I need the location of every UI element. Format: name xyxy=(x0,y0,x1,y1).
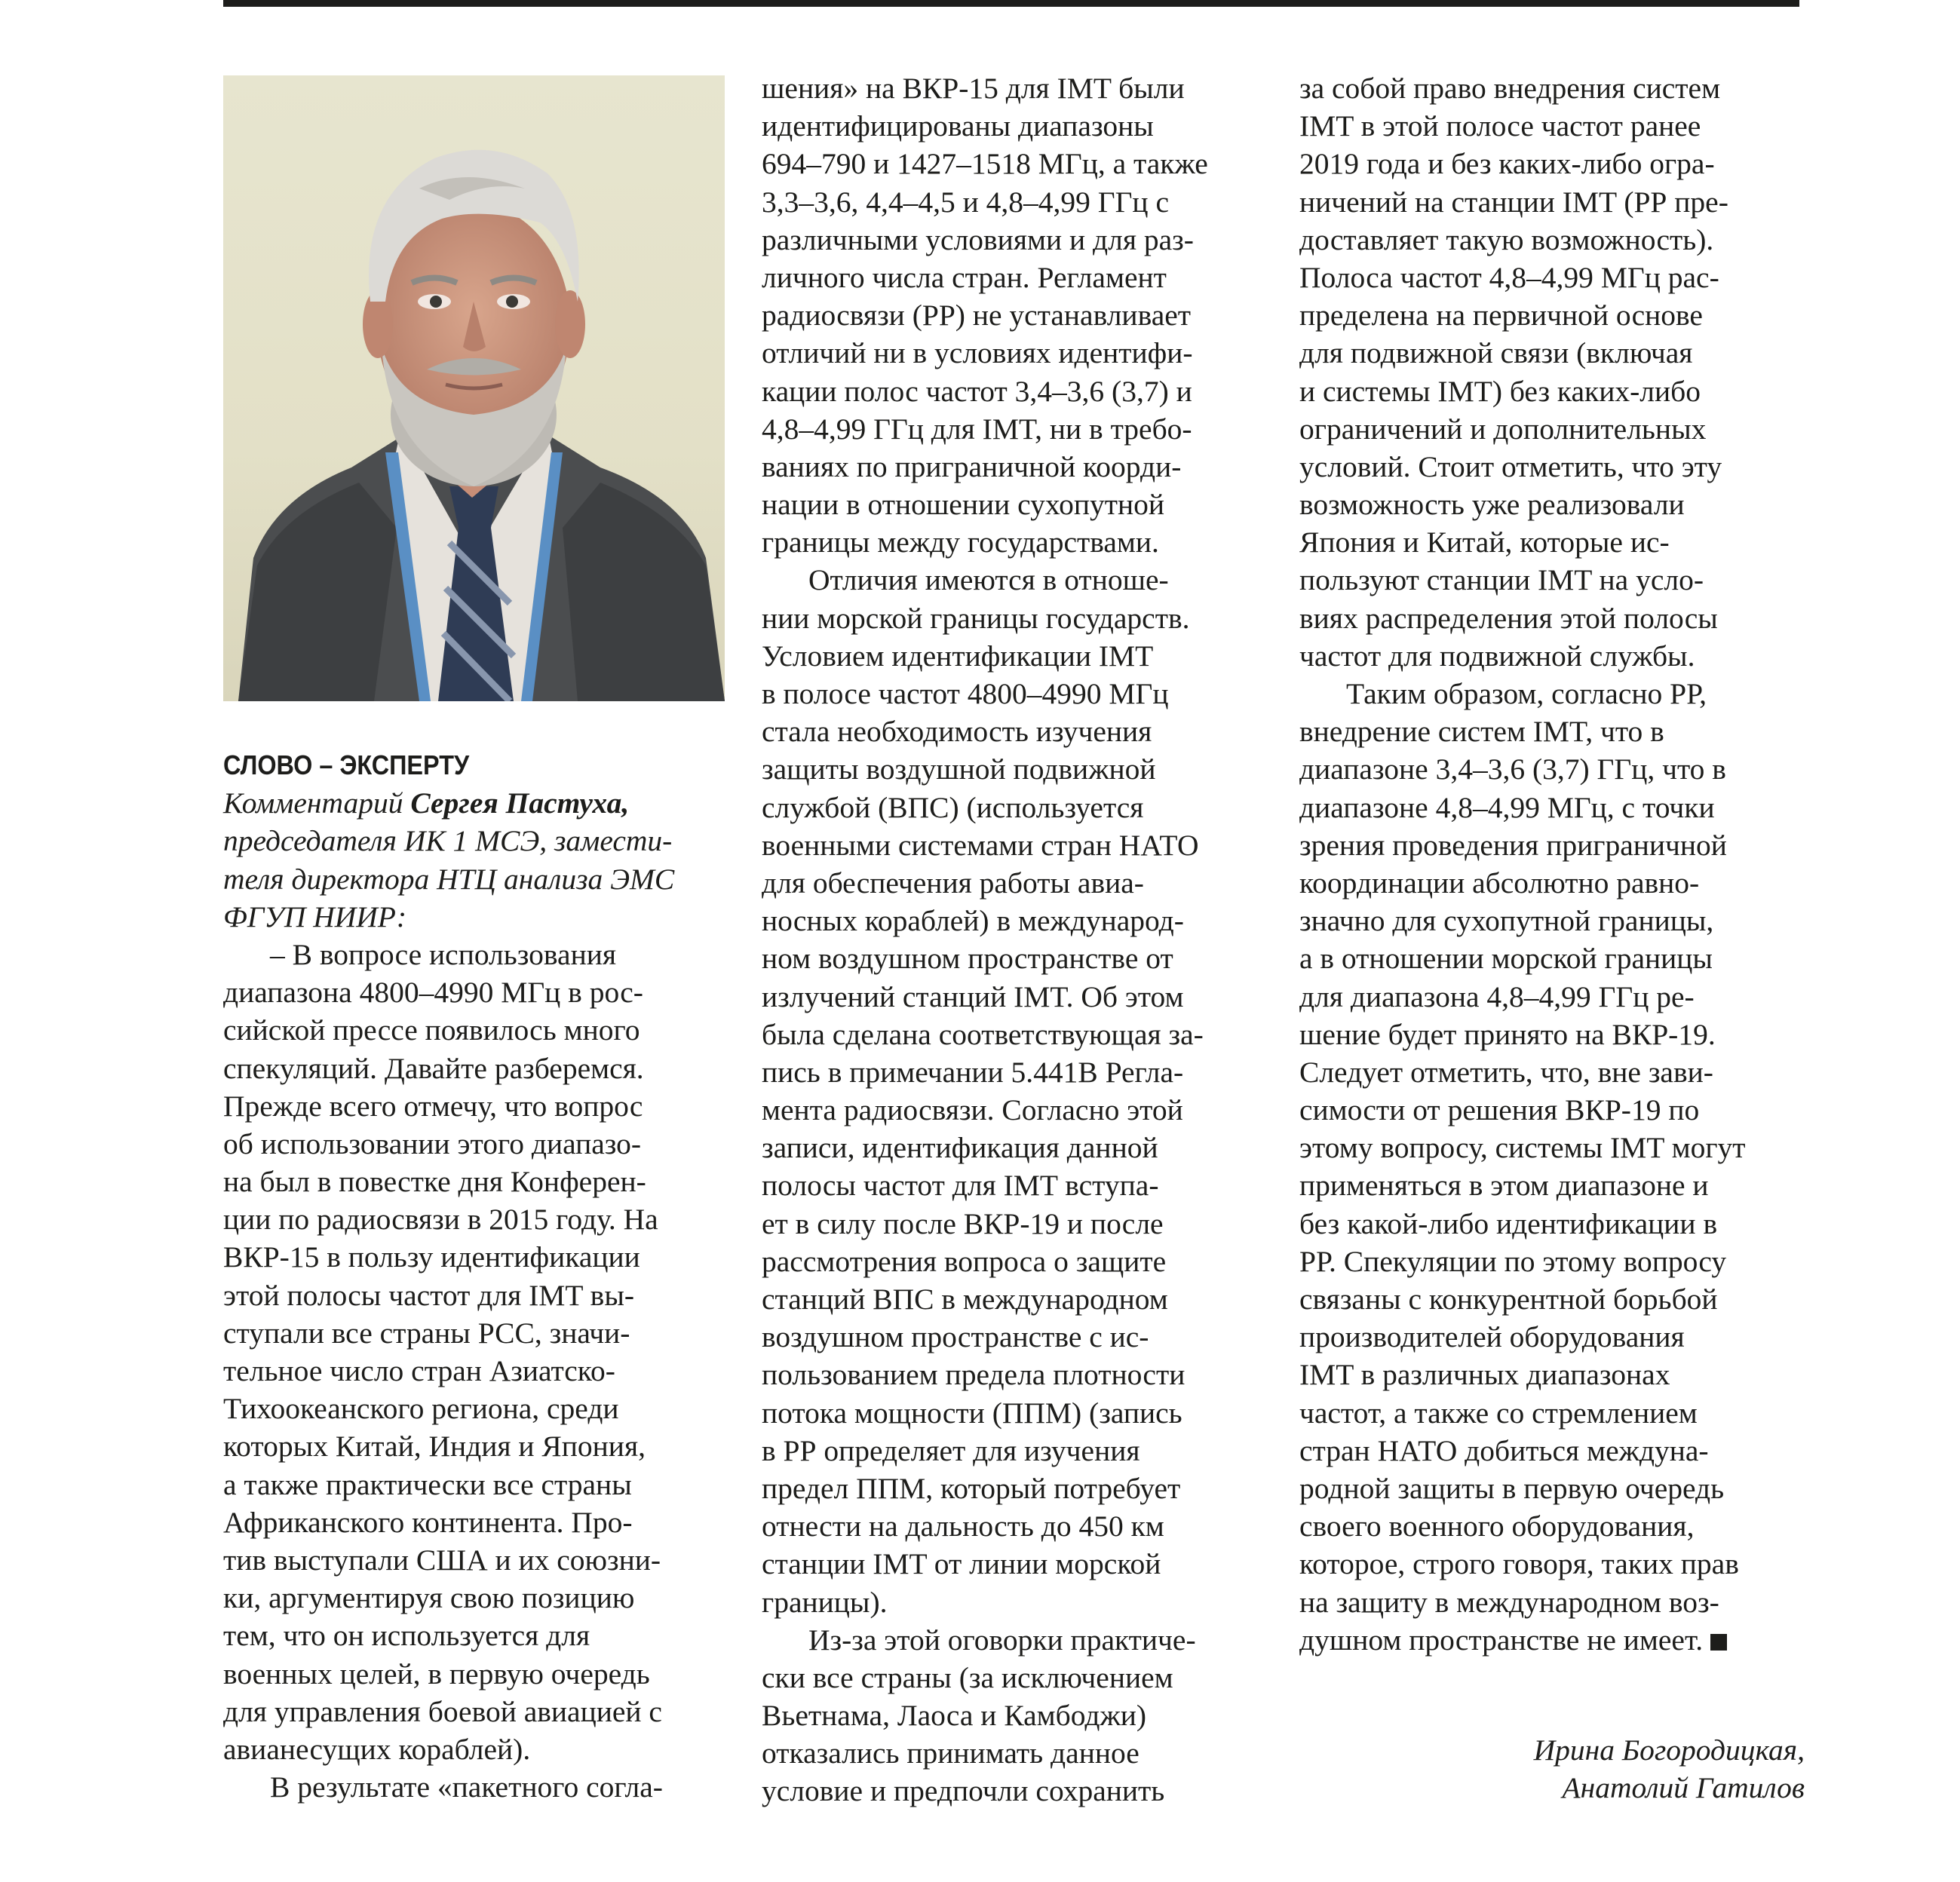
text-line: рассмотрения вопроса о защите xyxy=(762,1244,1167,1278)
intro-line xyxy=(223,822,725,860)
text-line: полосы частот для IMT вступа- xyxy=(762,1169,1159,1203)
text-line: радиосвязи (РР) не устанавливает xyxy=(762,299,1192,333)
text-line: частот для подвижной службы. xyxy=(1299,639,1695,673)
text-line: связаны с конкурентной борьбой xyxy=(1299,1283,1718,1316)
intro-line xyxy=(223,860,725,898)
text-line: внедрение систем IMT, что в xyxy=(1299,715,1664,749)
text-line: была сделана соответствующая за- xyxy=(762,1017,1204,1051)
text-line: зрения проведения приграничной xyxy=(1299,828,1727,862)
text-line: границы). xyxy=(762,1585,888,1619)
text-line: ки, аргументируя свою позицию xyxy=(223,1581,635,1615)
text-line: стала необходимость изучения xyxy=(762,715,1152,749)
expert-name: Сергея Пастуха, xyxy=(410,786,630,820)
text-line: отказались принимать данное xyxy=(762,1736,1139,1770)
text-line: военных целей, в первую очередь xyxy=(223,1657,650,1690)
text-line: IMT в различных диапазонах xyxy=(1299,1358,1670,1392)
text-line: тем, что он используется для xyxy=(223,1619,590,1653)
text-line: границы между государствами. xyxy=(762,526,1159,559)
text-line: В результате «пакетного согла- xyxy=(270,1770,663,1804)
text-line: спекуляций. Давайте разберемся. xyxy=(223,1051,644,1085)
text-line: а в отношении морской границы xyxy=(1299,942,1713,976)
text-line: условие и предпочли сохранить xyxy=(762,1774,1165,1808)
text-line: IMT в этой полосе частот ранее xyxy=(1299,109,1701,143)
text-line: душном пространстве не имеет. xyxy=(1299,1621,1805,1659)
text-line: в полосе частот 4800–4990 МГц xyxy=(762,677,1169,710)
text-line: предел ППМ, который потребует xyxy=(762,1471,1181,1505)
text-line: различными условиями и для раз- xyxy=(762,222,1194,256)
expert-intro xyxy=(223,784,725,936)
text-line: Условием идентификации IMT xyxy=(762,639,1154,673)
intro-text: ФГУП НИИР: xyxy=(223,900,407,933)
text-line: которых Китай, Индия и Япония, xyxy=(223,1430,646,1464)
text-line: координации абсолютно равно- xyxy=(1299,866,1700,900)
text-line: потока мощности (ППМ) (запись xyxy=(762,1396,1182,1430)
text-line: тельное число стран Азиатско- xyxy=(223,1354,615,1387)
text-line: защиты воздушной подвижной xyxy=(762,752,1156,786)
intro-line xyxy=(223,898,725,936)
text-line: ции по радиосвязи в 2015 году. На xyxy=(223,1203,658,1237)
text-line: и системы IMT) без каких-либо xyxy=(1299,374,1701,408)
text-line: ет в силу после ВКР-19 и после xyxy=(762,1206,1164,1240)
text-line: – В вопросе использования xyxy=(270,937,617,971)
text-line: своего военного оборудования, xyxy=(1299,1510,1695,1543)
text-line: диапазона 4800–4990 МГц в рос- xyxy=(223,976,643,1010)
text-line: Отличия имеются в отноше- xyxy=(808,563,1169,597)
text-line: об использовании этого диапазо- xyxy=(223,1126,642,1160)
text-line: родной защиты в первую очередь xyxy=(1299,1471,1725,1505)
text-line: сийской прессе появилось много xyxy=(223,1013,640,1047)
text-line: Тихоокеанского региона, среди xyxy=(223,1392,619,1426)
text-line: для диапазона 4,8–4,99 ГГц ре- xyxy=(1299,979,1695,1013)
end-of-article-mark xyxy=(1710,1634,1727,1651)
text-line: 2019 года и без каких-либо огра- xyxy=(1299,147,1715,181)
text-line: которое, строго говоря, таких прав xyxy=(1299,1547,1739,1581)
column-2 xyxy=(762,69,1274,1810)
text-line: личного числа стран. Регламент xyxy=(762,260,1167,294)
text-line: пользованием предела плотности xyxy=(762,1358,1186,1392)
text-line: отличий ни в условиях идентифи- xyxy=(762,336,1193,370)
text-line: службой (ВПС) (используется xyxy=(762,790,1144,824)
text-line: Из-за этой оговорки практиче- xyxy=(808,1623,1196,1657)
section-heading: СЛОВО – ЭКСПЕРТУ xyxy=(223,749,470,780)
text-line: Прежде всего отмечу, что вопрос xyxy=(223,1089,643,1123)
text-line: виях распределения этой полосы xyxy=(1299,601,1718,635)
text-line: тив выступали США и их союзни- xyxy=(223,1543,661,1577)
text-line: без какой-либо идентификации в xyxy=(1299,1206,1718,1240)
text-line: Таким образом, согласно РР, xyxy=(1346,677,1707,710)
text-line: мента радиосвязи. Согласно этой xyxy=(762,1093,1183,1127)
text-line: в РР определяет для изучения xyxy=(762,1433,1140,1467)
text-line: этой полосы частот для IMT вы- xyxy=(223,1278,635,1312)
text-line: 4,8–4,99 ГГц для IMT, ни в требо- xyxy=(762,412,1192,446)
text-line: станций ВПС в международном xyxy=(762,1283,1168,1316)
text-line: пользуют станции IMT на усло- xyxy=(1299,563,1704,597)
text-line: шение будет принято на ВКР-19. xyxy=(1299,1017,1716,1051)
top-rule xyxy=(223,0,1799,7)
intro-text: председателя ИК 1 МСЭ, замести- xyxy=(223,824,673,858)
text-line: нии морской границы государств. xyxy=(762,601,1190,635)
article-authors xyxy=(1534,1731,1805,1807)
intro-line xyxy=(223,784,725,822)
text-line: а также практически все страны xyxy=(223,1467,632,1501)
text-line: значно для сухопутной границы, xyxy=(1299,904,1714,938)
text-line: для подвижной связи (включая xyxy=(1299,336,1693,370)
text-line: шения» на ВКР-15 для IMT были xyxy=(762,72,1185,105)
text-line: диапазоне 4,8–4,99 МГц, с точки xyxy=(1299,790,1715,824)
text-line: симости от решения ВКР-19 по xyxy=(1299,1093,1700,1127)
text-line: на был в повестке дня Конферен- xyxy=(223,1165,646,1199)
text-line: ВКР-15 в пользу идентификации xyxy=(223,1240,640,1274)
text-line: для обеспечения работы авиа- xyxy=(762,866,1144,900)
text-line: авианесущих кораблей). xyxy=(223,1732,531,1766)
text-line: на защиту в международном воз- xyxy=(1299,1585,1719,1619)
text-line: 694–790 и 1427–1518 МГц, а также xyxy=(762,147,1208,181)
text-line: ничений на станции IMT (РР пре- xyxy=(1299,185,1728,219)
text-line: Следует отметить, что, вне зави- xyxy=(1299,1055,1713,1089)
text-line: ограничений и дополнительных xyxy=(1299,412,1707,446)
text-line: записи, идентификация данной xyxy=(762,1131,1158,1165)
text-line: военными системами стран НАТО xyxy=(762,828,1199,862)
text-line: возможность уже реализовали xyxy=(1299,488,1685,522)
text-line: воздушном пространстве с ис- xyxy=(762,1320,1149,1354)
text-line: Япония и Китай, которые ис- xyxy=(1299,526,1670,559)
author-1: Ирина Богородицкая, xyxy=(1533,1733,1805,1767)
intro-text: Комментарий xyxy=(223,786,411,820)
column-1-body xyxy=(223,936,725,1806)
text-line: применяться в этом диапазоне и xyxy=(1299,1169,1709,1203)
intro-text: теля директора НТЦ анализа ЭМС xyxy=(223,862,675,896)
text-line: отнести на дальность до 450 км xyxy=(762,1510,1164,1543)
text-line: нации в отношении сухопутной xyxy=(762,488,1165,522)
column-1 xyxy=(223,746,725,1806)
text-line: ваниях по приграничной коорди- xyxy=(762,449,1182,483)
text-line: производителей оборудования xyxy=(1299,1320,1685,1354)
text-line: РР. Спекуляции по этому вопросу xyxy=(1299,1244,1727,1278)
text-line: стран НАТО добиться междуна- xyxy=(1299,1433,1709,1467)
text-line: за собой право внедрения систем xyxy=(1299,72,1721,105)
text-line: Африканского континента. Про- xyxy=(223,1505,633,1539)
text-line: доставляет такую возможность). xyxy=(1299,222,1714,256)
text-line: диапазоне 3,4–3,6 (3,7) ГГц, что в xyxy=(1299,752,1726,786)
column-3 xyxy=(1299,69,1805,1659)
text-line: кации полос частот 3,4–3,6 (3,7) и xyxy=(762,374,1192,408)
text-line: условий. Стоит отметить, что эту xyxy=(1299,449,1722,483)
author-2: Анатолий Гатилов xyxy=(1562,1771,1805,1805)
text-line: ступали все страны РСС, значи- xyxy=(223,1316,630,1350)
text-line: станции IMT от линии морской xyxy=(762,1547,1161,1581)
text-line: Вьетнама, Лаоса и Камбоджи) xyxy=(762,1699,1147,1733)
text-line: ски все страны (за исключением xyxy=(762,1660,1173,1694)
text-line: излучений станций IMT. Об этом xyxy=(762,979,1184,1013)
text-line: Полоса частот 4,8–4,99 МГц рас- xyxy=(1299,260,1719,294)
text-line: пись в примечании 5.441В Регла- xyxy=(762,1055,1184,1089)
portrait-photo xyxy=(223,75,725,701)
text-line: носных кораблей) в международ- xyxy=(762,904,1184,938)
text-line: пределена на первичной основе xyxy=(1299,299,1703,333)
text-line: для управления боевой авиацией с xyxy=(223,1694,662,1728)
text-line: этому вопросу, системы IMT могут xyxy=(1299,1131,1746,1165)
text-line: идентифицированы диапазоны xyxy=(762,109,1154,143)
text-line: 3,3–3,6, 4,4–4,5 и 4,8–4,99 ГГц с xyxy=(762,185,1169,219)
text-line: частот, а также со стремлением xyxy=(1299,1396,1698,1430)
text-line: ном воздушном пространстве от xyxy=(762,942,1173,976)
